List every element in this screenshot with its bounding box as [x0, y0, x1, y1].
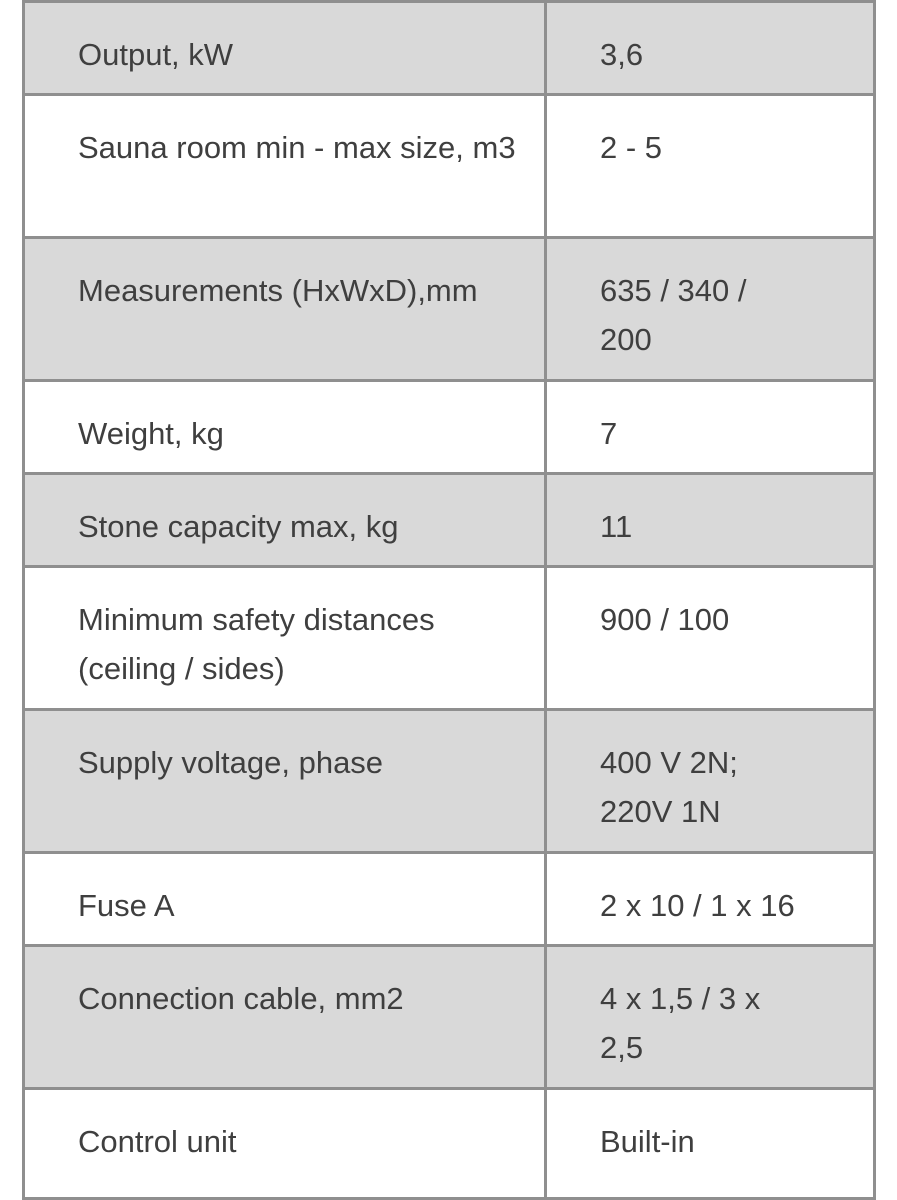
- spec-label: [24, 567, 546, 710]
- spec-row-fuse: [24, 853, 875, 946]
- spec-row-weight: [24, 381, 875, 474]
- spec-value-text: 3,6: [600, 37, 644, 72]
- spec-label-text: Weight, kg: [78, 416, 224, 451]
- spec-value: [546, 2, 875, 95]
- spec-label: [24, 946, 546, 1089]
- spec-value: [546, 946, 875, 1089]
- spec-label: [24, 853, 546, 946]
- spec-value-text: 635 / 340 / 200: [600, 273, 747, 357]
- spec-value-text: 2 - 5: [600, 130, 663, 165]
- spec-row-control-unit: [24, 1089, 875, 1199]
- spec-label: [24, 2, 546, 95]
- spec-label-text: Minimum safety distances (ceiling / sides): [78, 602, 435, 686]
- spec-row-supply-voltage: [24, 710, 875, 853]
- spec-value: [546, 95, 875, 238]
- spec-label-text: Measurements (HxWxD),mm: [78, 273, 478, 308]
- spec-label: [24, 710, 546, 853]
- spec-value-text: 4 x 1,5 / 3 x 2,5: [600, 981, 761, 1065]
- specifications-table: [22, 0, 876, 1200]
- spec-label-text: Stone capacity max, kg: [78, 509, 399, 544]
- spec-label-text: Connection cable, mm2: [78, 981, 404, 1016]
- spec-label-text: Fuse A: [78, 888, 175, 923]
- spec-value-text: 7: [600, 416, 618, 451]
- spec-label-text: Supply voltage, phase: [78, 745, 384, 780]
- spec-row-output: [24, 2, 875, 95]
- spec-row-safety-distances: [24, 567, 875, 710]
- spec-row-stone-capacity: [24, 474, 875, 567]
- spec-label: [24, 381, 546, 474]
- spec-row-connection-cable: [24, 946, 875, 1089]
- spec-value-text: 2 x 10 / 1 x 16: [600, 888, 795, 923]
- spec-value-text: 900 / 100: [600, 602, 730, 637]
- spec-value: [546, 474, 875, 567]
- spec-label: [24, 95, 546, 238]
- spec-label-text: Control unit: [78, 1124, 237, 1159]
- spec-value-text: 11: [600, 509, 633, 544]
- spec-label-text: Sauna room min - max size, m3: [78, 130, 516, 165]
- spec-row-room-size: [24, 95, 875, 238]
- spec-value-text: 400 V 2N; 220V 1N: [600, 745, 738, 829]
- spec-value: [546, 710, 875, 853]
- spec-label-text: Output, kW: [78, 37, 234, 72]
- spec-value: [546, 853, 875, 946]
- spec-value-text: Built-in: [600, 1124, 695, 1159]
- spec-label: [24, 474, 546, 567]
- spec-label: [24, 238, 546, 381]
- spec-label: [24, 1089, 546, 1199]
- spec-value: [546, 1089, 875, 1199]
- spec-value: [546, 381, 875, 474]
- spec-value: [546, 238, 875, 381]
- spec-value: [546, 567, 875, 710]
- spec-row-measurements: [24, 238, 875, 381]
